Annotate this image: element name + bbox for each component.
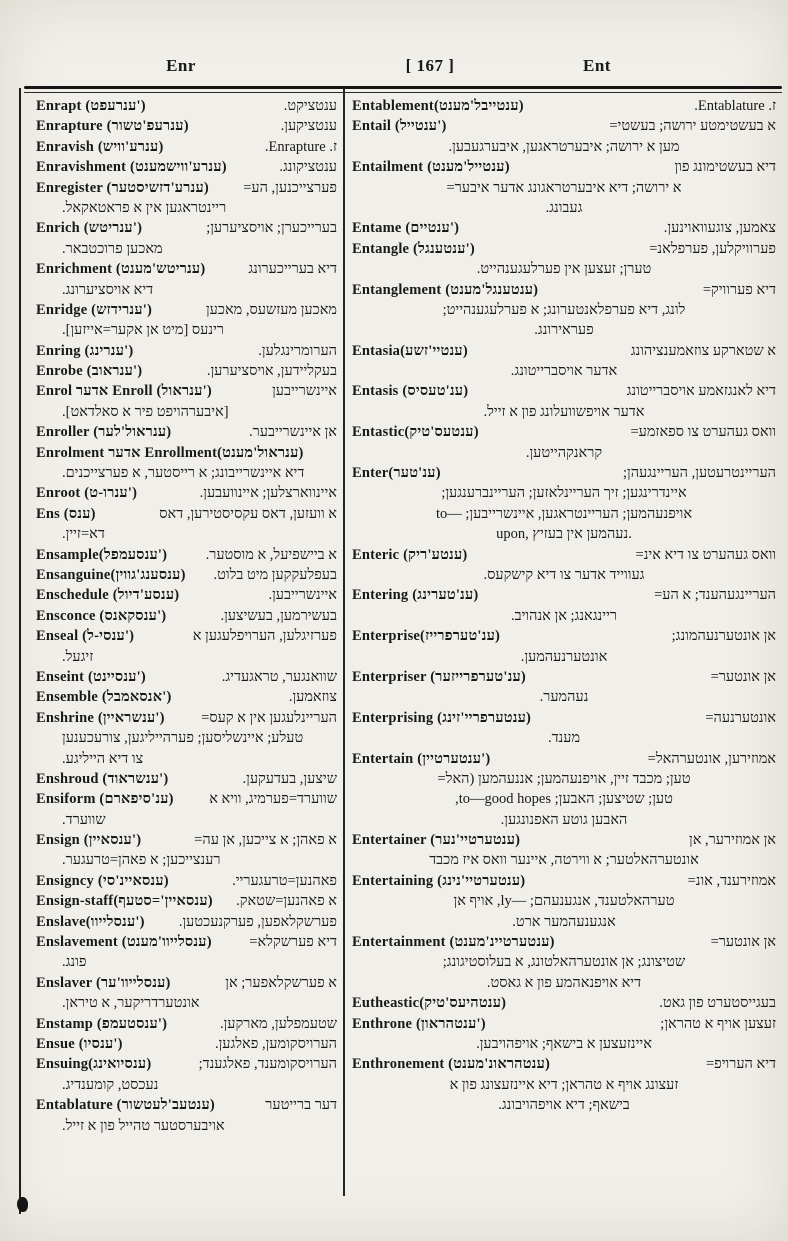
continuation-line [36, 647, 337, 667]
definition-text: איינווארצלען; איינוועבען. [199, 485, 337, 502]
definition-text: א פערשקלאפער; אן [225, 974, 337, 991]
entry-line [36, 443, 337, 463]
definition-text: האבען גוטע האפנונגען. [500, 811, 628, 828]
headword: Ensigncy (ענסאיינ'סי) [36, 872, 169, 889]
definition-text: א פאהנען=שטאק. [236, 893, 337, 910]
definition-text: אן אונטער= [710, 668, 776, 685]
continuation-line [36, 810, 337, 830]
definition-text: דער ברייטער [265, 1097, 337, 1114]
headword: Enregister (ענרע'דזשיסטער) [36, 179, 209, 196]
definition-text: זעצען אויף א טהראן; [660, 1015, 776, 1032]
headword: Enschedule (ענסע'דיול) [36, 587, 180, 604]
definition-text: געווייד אדער צו דיא קישקעס. [483, 566, 645, 583]
continuation-line [352, 912, 776, 932]
definition-text: אן אמוזירער, אן [689, 832, 776, 849]
definition-text: מענד. [547, 730, 581, 747]
entry-line [352, 157, 776, 177]
headword: Enravishment (ענרע'ווישמענט) [36, 159, 227, 176]
headword: Enshroud (ענשראוד') [36, 770, 169, 787]
headword: Enslavement (ענסלייוו'מענט) [36, 934, 212, 951]
definition-text: ריינגאנג; אן אנהויב. [511, 607, 617, 624]
entry-line [36, 178, 337, 198]
definition-text: מאכען פרוכטבאר. [62, 240, 163, 257]
continuation-line [352, 300, 776, 320]
entry-line [352, 993, 776, 1013]
entry-line [352, 116, 776, 136]
continuation-line [352, 850, 776, 870]
definition-text: דיא אויפנאהמע פון א גאסט. [486, 974, 642, 991]
definition-text: געבונג. [545, 199, 583, 216]
definition-text: דיא לאנגזאמע אויסברייטונג [626, 383, 776, 400]
continuation-line [352, 687, 776, 707]
definition-text: נעכסט, קומענדיג. [62, 1076, 159, 1093]
entry-line [36, 483, 337, 503]
definition-text: מען א ירושה; איבערטראגען, איבערגעבען. [448, 138, 680, 155]
continuation-line [352, 1095, 776, 1115]
continuation-line [352, 769, 776, 789]
headword: Entailment (ענטייל'מענט) [352, 159, 510, 176]
entry-line [36, 341, 337, 361]
definition-text: צוזאמען. [288, 689, 337, 706]
entry-line [36, 912, 337, 932]
definition-text: ז. Enrapture. [264, 138, 337, 155]
headword: Entasis (ענ'טעסיס) [352, 383, 469, 400]
definition-text: upon, נעהמען אין בעזיץ. [496, 526, 632, 543]
headword: Ensample(ענסעמפל') [36, 546, 168, 563]
headword: Enter(ענ'טער) [352, 465, 441, 482]
headword: Entering (ענ'טערינג) [352, 587, 479, 604]
definition-text: העריינגעהענד; א הע= [654, 587, 776, 604]
header-guide-word-right: Ent [583, 56, 611, 75]
definition-text: טערהאלטענד, אנגענעהם; —ly, אויף אן [453, 893, 675, 910]
definition-text: צאמען, צוגעוואוינען. [663, 220, 776, 237]
definition-text: איינזעצען א בישאף; אויפהויבען. [476, 1035, 652, 1052]
entry-line [352, 239, 776, 259]
entry-line [36, 1054, 337, 1074]
definition-text: א שטארקע צוזאמענציהונג [630, 342, 776, 359]
headword: Enthronement (ענטהראונ'מענט) [352, 1056, 551, 1073]
header-rule-thick [24, 86, 782, 89]
continuation-line [36, 402, 337, 422]
definition-text: צו דיא הייליגע. [62, 750, 144, 767]
definition-text: ענטציקונג. [279, 159, 337, 176]
entry-line [36, 1034, 337, 1054]
headword: Enrichment (ענריטש'מענט) [36, 261, 206, 278]
definition-text: טען; שטיצען; האבען; to—good hopes, [455, 791, 673, 808]
definition-text: אן אונטערנעהמונג; [671, 628, 776, 645]
entry-line [36, 687, 337, 707]
definition-text: ריינטראגען אין א פראטאקאל. [62, 199, 227, 216]
definition-text: א בעשטימטע ירושה; בעשטי= [609, 118, 776, 135]
entry-line [36, 1095, 337, 1115]
continuation-line [352, 483, 776, 503]
definition-text: ז. Entablature. [694, 98, 776, 114]
continuation-line [36, 952, 337, 972]
definition-text: זעצונג אויף א טהראן; דיא איינזעצונג פון א [449, 1076, 679, 1093]
definition-text: שטעמפלען, מארקען. [219, 1015, 337, 1032]
definition-text: דיא פערשקלא= [249, 934, 337, 951]
definition-text: אויבערסטער טהייל פון א זייל. [62, 1117, 225, 1134]
headword: Enterprise(ענ'טערפרייז) [352, 628, 501, 645]
entry-line [36, 565, 337, 585]
definition-text: שטיצונג; אן אונטערהאלטונג, א בעלוסטיגונג; [442, 954, 686, 971]
definition-text: א ביישפיעל, א מוסטער. [205, 546, 337, 563]
definition-text: אמוזירען, אונטערהאל= [647, 750, 776, 767]
headword: Entanglement (ענטענגל'מענט) [352, 281, 539, 298]
definition-text: בעגייסטערט פון גאט. [659, 995, 776, 1012]
ink-blot [17, 1197, 28, 1212]
column-right [352, 96, 776, 1116]
headword: Entertainer (ענטערטיי'נער) [352, 832, 521, 849]
definition-text: ענטציקען. [280, 118, 337, 135]
entry-line [36, 871, 337, 891]
definition-text: דא=זיין. [62, 526, 105, 543]
entry-line [352, 830, 776, 850]
entry-line [36, 585, 337, 605]
definition-text: אן איינשרייבער. [249, 424, 337, 441]
headword: Entablature (ענטעב'לעטשור) [36, 1097, 215, 1114]
entry-line [36, 769, 337, 789]
definition-text: פונג. [62, 954, 87, 971]
headword: Ensuing(ענסיואינג) [36, 1056, 152, 1073]
entry-line [36, 973, 337, 993]
continuation-line [352, 606, 776, 626]
headword: Ensign-staff(ענסאיין'=סטעף) [36, 893, 213, 910]
entry-line [352, 545, 776, 565]
continuation-line [352, 443, 776, 463]
headword: Ensue (ענסיו') [36, 1035, 123, 1052]
headword: Enshrine (ענשראיין') [36, 709, 165, 726]
continuation-line [352, 973, 776, 993]
continuation-line [352, 178, 776, 198]
entry-line [36, 667, 337, 687]
definition-text: בערייכערן; אויסציערען; [206, 220, 337, 237]
headword: Enroller (ענראול'לער) [36, 424, 172, 441]
continuation-line [352, 728, 776, 748]
entry-line [36, 1014, 337, 1034]
headword: Enrolment אדער Enrollment(ענראול'מענט) [36, 444, 304, 461]
definition-text: אנגענעהמער ארט. [512, 913, 616, 930]
left-margin-rule [19, 88, 21, 1214]
definition-text: פעראירונג. [534, 322, 594, 339]
continuation-line [352, 891, 776, 911]
continuation-line [36, 728, 337, 748]
definition-text: א פאהן; א צייכען, אן עה= [194, 832, 337, 849]
continuation-line [352, 952, 776, 972]
headword: Enrapture (ענרעפ'טשור) [36, 118, 189, 135]
definition-text: אויפנעהמען; העריינטראגען, איינשרייבען; —to [435, 505, 693, 522]
definition-text: פאהנען=טרעגעריי. [232, 872, 337, 889]
headword: Entasia(ענטיי'זשע) [352, 342, 468, 359]
headword: Ensemble (אנסאמבל') [36, 689, 172, 706]
headword: Enslave(ענסלייוו') [36, 913, 145, 930]
continuation-line [36, 198, 337, 218]
continuation-line [352, 320, 776, 340]
headword: Ensanguine(ענסענג'גווין) [36, 566, 186, 583]
continuation-line [352, 1075, 776, 1095]
definition-text: טערן; זעצען אין פערלעגענהייט. [476, 261, 652, 278]
headword: Enthrone (ענטהראון') [352, 1015, 486, 1032]
entry-line [36, 606, 337, 626]
entry-line [352, 932, 776, 952]
definition-text: נעהמער. [539, 689, 589, 706]
headword: Eutheastic(ענטהיעס'טיק) [352, 995, 507, 1012]
definition-text: אדער אויסברייטונג. [510, 363, 618, 380]
headword: Entertainment (ענטערטיינ'מענט) [352, 934, 555, 951]
headword: Entastic(ענטעס'טיק) [352, 424, 479, 441]
entry-line [36, 891, 337, 911]
definition-text: הערומרינגלען. [258, 342, 337, 359]
entry-line [352, 871, 776, 891]
entry-line [352, 1054, 776, 1074]
definition-text: בעקליידען, אויסציערען. [206, 363, 337, 380]
definition-text: שוואנגער, טראגעדיג. [221, 668, 337, 685]
entry-line [36, 259, 337, 279]
entry-line [352, 749, 776, 769]
entry-line [36, 381, 337, 401]
definition-text: ענטציקט. [283, 98, 337, 114]
continuation-line [352, 137, 776, 157]
entry-line [36, 504, 337, 524]
definition-text: אונטערדריקער, א טיראן. [62, 995, 200, 1012]
headword: Entame (ענטיים') [352, 220, 460, 237]
entry-line [36, 157, 337, 177]
entry-line [36, 137, 337, 157]
entry-line [36, 932, 337, 952]
definition-text: פערזיגלען, הערויפלעגען א [192, 628, 337, 645]
definition-text: דיא הערויפ= [705, 1056, 776, 1073]
definition-text: לונג, דיא פערפלאנטערונג; א פערלעגענהייט; [442, 301, 686, 318]
continuation-line [352, 647, 776, 667]
definition-text: איינשרייבען [272, 383, 337, 400]
headword: Ensiform (ענ'סיפארם) [36, 791, 174, 808]
definition-text: אונטערהאלטער; א ווירטה, איינער וואס איז מכבד [429, 852, 699, 869]
entry-line [352, 422, 776, 442]
definition-text: איינשרייבען. [268, 587, 337, 604]
headword: Entertain (ענטערטיין') [352, 750, 491, 767]
continuation-line [352, 198, 776, 218]
definition-text: בעפלעקקען מיט בלוט. [213, 566, 337, 583]
continuation-line [352, 789, 776, 809]
entry-line [36, 789, 337, 809]
continuation-line [352, 361, 776, 381]
definition-text: א וועזען, דאס עקסיסטירען, דאס [159, 505, 337, 522]
definition-text: טען; מכבד זיין, אויפנעהמען; אננעהמען (האל= [437, 770, 691, 787]
definition-text: זיגעל. [62, 648, 94, 665]
continuation-line [352, 259, 776, 279]
definition-text: פערשקלאפען, פערקנעכטען. [178, 913, 337, 930]
entry-line [352, 96, 776, 116]
definition-text: מאכען מעזשעס, מאכען [205, 301, 337, 318]
headword: Enrapt (ענרעפט') [36, 98, 146, 114]
continuation-line [352, 810, 776, 830]
definition-text: קראנקהייטען. [525, 444, 603, 461]
entry-line [352, 280, 776, 300]
continuation-line [36, 280, 337, 300]
headword: Enridge (ענרידזש') [36, 301, 153, 318]
definition-text: א ירושה; דיא איבערטראגונג אדער איבער= [446, 179, 682, 196]
definition-text: [איבערהויפט פיר א סאלדאט]. [62, 403, 229, 420]
entry-line [36, 545, 337, 565]
entry-line [352, 626, 776, 646]
definition-text: שווערד. [62, 811, 106, 828]
definition-text: וואס געהערט צו דיא אינ= [635, 546, 776, 563]
continuation-line [36, 524, 337, 544]
definition-text: אונטערנעהמען. [520, 648, 608, 665]
definition-text: פערצייכנען, הע= [243, 179, 337, 196]
continuation-line [36, 850, 337, 870]
continuation-line [352, 524, 776, 544]
definition-text: דיא בעשטימונג פון [674, 159, 776, 176]
continuation-line [36, 239, 337, 259]
continuation-line [36, 749, 337, 769]
definition-text: טעלע; איינשליסען; פערהייליגען, צורעכענען [62, 730, 304, 747]
continuation-line [36, 463, 337, 483]
definition-text: איינדרינגען; זיך העריינלאזען; העריינברענגען; [441, 485, 687, 502]
entry-line [36, 361, 337, 381]
definition-text: העריינלעגען אין א קעס= [201, 709, 337, 726]
headword: Enterprising (ענטערפריי'זינג) [352, 709, 532, 726]
continuation-line [352, 504, 776, 524]
continuation-line [352, 565, 776, 585]
definition-text: דיא אויסציערונג. [62, 281, 154, 298]
headword: Enravish (ענרע'וויש) [36, 138, 164, 155]
header-rule-thin [24, 92, 782, 93]
definition-text: אן אונטער= [710, 934, 776, 951]
headword: Entertaining (ענטערטיי'נינג) [352, 872, 526, 889]
definition-text: דיא בערייכערונג [248, 261, 337, 278]
definition-text: וואס געהערט צו ספאזמע= [630, 424, 776, 441]
definition-text: דיא איינשרייבונג; א רייסטער, א פערצייכנים. [62, 465, 305, 482]
definition-text: אונטערנעה= [705, 709, 776, 726]
entry-line [352, 667, 776, 687]
definition-text: שיצען, בעדעקען. [242, 770, 337, 787]
definition-text: שווערד=פערמיג, וויא א [209, 791, 337, 808]
entry-line [36, 218, 337, 238]
headword: Ens (ענס) [36, 505, 96, 522]
header-guide-word-left: Enr [166, 56, 196, 75]
headword: Enslaver (ענסלייוו'ער) [36, 974, 171, 991]
definition-text: דיא פערוויק= [702, 281, 776, 298]
headword: Entangle (ענטענגל') [352, 240, 475, 257]
headword: Enrich (ענריטש') [36, 220, 143, 237]
headword: Enroot (ענרו-ט') [36, 485, 138, 502]
headword: Ensign (ענסאיין') [36, 832, 142, 849]
entry-line [36, 96, 337, 116]
entry-line [352, 708, 776, 728]
entry-line [352, 381, 776, 401]
headword: Entail (ענטייל') [352, 118, 447, 135]
continuation-line [36, 320, 337, 340]
definition-text: הערויסקומען, פאלגען. [214, 1035, 337, 1052]
definition-text: אדער אויפשוועלונג פון א זייל. [483, 403, 645, 420]
continuation-line [36, 1116, 337, 1136]
definition-text: העריינטרעטען, העריינגעהן; [622, 465, 776, 482]
continuation-line [36, 993, 337, 1013]
definition-text: בעשירמען, בעשיצען. [220, 607, 337, 624]
headword: Enring (ענרינג') [36, 342, 134, 359]
definition-text: רינעס [מיט אן אקער=אייזען]. [62, 322, 225, 339]
entry-line [352, 218, 776, 238]
headword: Enterpriser (ענ'טערפרייזער) [352, 668, 526, 685]
headword: Ensconce (ענסקאנס') [36, 607, 167, 624]
entry-line [36, 708, 337, 728]
page-header [0, 56, 788, 80]
headword: Enteric (ענטע'ריק) [352, 546, 468, 563]
entry-line [36, 116, 337, 136]
definition-text: רענצייכען; א פאהן=טרעגער. [62, 852, 221, 869]
entry-line [36, 626, 337, 646]
definition-text: הערויסקומענד, פאלגענד; [198, 1056, 337, 1073]
entry-line [36, 300, 337, 320]
entry-line [36, 422, 337, 442]
page-number: [ 167 ] [405, 56, 455, 75]
continuation-line [352, 1034, 776, 1054]
entry-line [352, 1014, 776, 1034]
definition-text: אמוזירענד, אונ= [687, 872, 776, 889]
headword: Enseal (ענסי-ל') [36, 628, 135, 645]
entry-line [352, 341, 776, 361]
column-left [36, 96, 337, 1136]
definition-text: בישאף; דיא אויפהויבונג. [498, 1097, 630, 1114]
entry-line [352, 463, 776, 483]
continuation-line [352, 402, 776, 422]
continuation-line [36, 1075, 337, 1095]
headword: Enrobe (ענראוב') [36, 363, 143, 380]
headword: Enstamp (ענסטעמפ') [36, 1015, 168, 1032]
headword: Entablement(ענטייבל'מענט) [352, 98, 524, 114]
column-divider-rule [343, 88, 345, 1196]
definition-text: פערוויקלען, פערפלאנ= [649, 240, 776, 257]
entry-line [36, 830, 337, 850]
headword: Enseint (ענסיינט') [36, 668, 146, 685]
entry-line [352, 585, 776, 605]
headword: Enrol אדער Enroll (ענראול') [36, 383, 212, 400]
